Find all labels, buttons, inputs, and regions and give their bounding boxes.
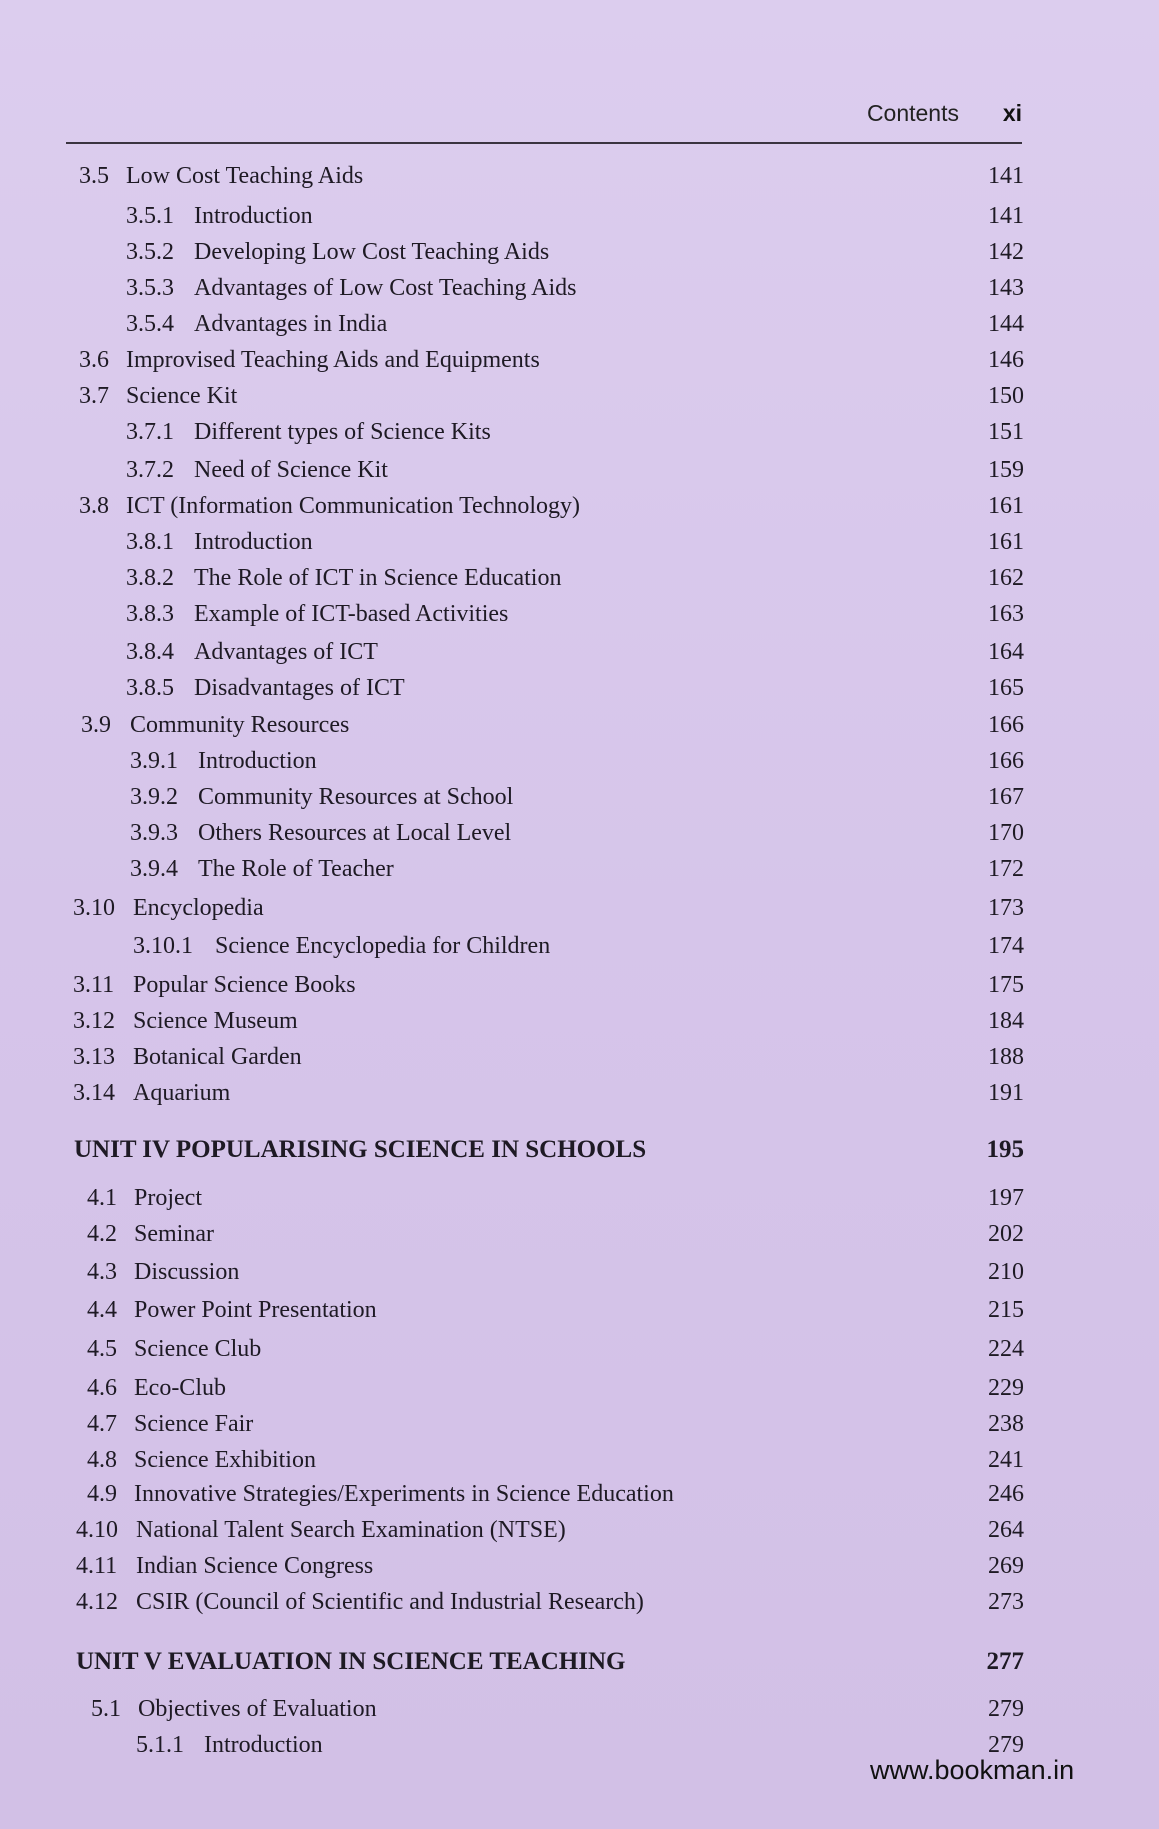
entry-number: 3.11 — [73, 972, 115, 998]
entry-title: Introduction — [198, 748, 317, 774]
toc-entry-row — [0, 780, 1159, 814]
entry-number: 3.13 — [73, 1044, 115, 1070]
entry-number: 3.8.5 — [126, 675, 174, 701]
toc-entry-row — [0, 1181, 1159, 1215]
entry-title: Need of Science Kit — [194, 457, 388, 483]
entry-title: Developing Low Cost Teaching Aids — [194, 239, 550, 265]
entry-page-number: 215 — [988, 1297, 1024, 1323]
entry-page-number: 141 — [988, 203, 1024, 229]
entry-page-number: 170 — [988, 820, 1024, 846]
entry-title: Low Cost Teaching Aids — [126, 163, 364, 189]
toc-entry-row — [0, 307, 1159, 341]
entry-number: 3.8.2 — [126, 565, 174, 591]
entry-number: 4.7 — [87, 1411, 117, 1437]
toc-entry-row — [0, 561, 1159, 595]
entry-page-number: 143 — [988, 275, 1024, 301]
toc-entry-row — [0, 744, 1159, 778]
entry-number: 5.1.1 — [136, 1732, 184, 1758]
entry-page-number: 238 — [988, 1411, 1024, 1437]
entry-page-number: 159 — [988, 457, 1024, 483]
entry-number: 3.6 — [79, 347, 109, 373]
entry-page-number: 161 — [988, 529, 1024, 555]
entry-title: Science Club — [134, 1336, 262, 1362]
entry-page-number: 269 — [988, 1553, 1024, 1579]
entry-page-number: 161 — [988, 493, 1024, 519]
entry-page-number: 174 — [988, 933, 1024, 959]
entry-number: 4.3 — [87, 1259, 117, 1285]
entry-page-number: 164 — [988, 639, 1024, 665]
entry-title: Science Exhibition — [134, 1447, 316, 1473]
entry-page-number: 246 — [988, 1481, 1024, 1507]
entry-number: 4.6 — [87, 1375, 117, 1401]
entry-page-number: 210 — [988, 1259, 1024, 1285]
toc-entry-row — [0, 1407, 1159, 1441]
toc-entry-row — [0, 525, 1159, 559]
entry-title: Eco-Club — [134, 1375, 226, 1401]
entry-page-number: 167 — [988, 784, 1024, 810]
entry-page-number: 172 — [988, 856, 1024, 882]
entry-title: Power Point Presentation — [134, 1297, 377, 1323]
entry-page-number: 142 — [988, 239, 1024, 265]
entry-title: Advantages in India — [194, 311, 388, 337]
toc-entry-row — [0, 597, 1159, 631]
entry-number: 3.5.4 — [126, 311, 174, 337]
header-page-number: xi — [1002, 100, 1022, 126]
toc-entry-row — [0, 1217, 1159, 1251]
entry-title: Objectives of Evaluation — [138, 1696, 377, 1722]
entry-page-number: 241 — [988, 1447, 1024, 1473]
entry-title: Advantages of Low Cost Teaching Aids — [194, 275, 577, 301]
entry-number: 3.5.1 — [126, 203, 174, 229]
toc-entry-row — [0, 199, 1159, 233]
entry-number: 3.14 — [73, 1080, 115, 1106]
entry-page-number: 277 — [986, 1648, 1024, 1675]
header-rule — [66, 142, 1022, 144]
toc-entry-row — [0, 816, 1159, 850]
entry-number: 4.1 — [87, 1185, 117, 1211]
entry-page-number: 144 — [988, 311, 1024, 337]
toc-entry-row — [0, 159, 1159, 193]
entry-title: Advantages of ICT — [194, 639, 378, 665]
entry-number: 4.12 — [76, 1589, 118, 1615]
entry-title: Discussion — [134, 1259, 240, 1285]
entry-page-number: 264 — [988, 1517, 1024, 1543]
toc-entry-row — [0, 1293, 1159, 1327]
toc-entry-row — [0, 1443, 1159, 1477]
toc-entry-row — [0, 343, 1159, 377]
entry-title: Indian Science Congress — [136, 1553, 374, 1579]
entry-page-number: 279 — [988, 1732, 1024, 1758]
toc-entry-row — [0, 415, 1159, 449]
entry-title: Example of ICT-based Activities — [194, 601, 509, 627]
entry-title: Community Resources — [130, 712, 350, 738]
entry-number: 4.4 — [87, 1297, 117, 1323]
entry-title: Introduction — [204, 1732, 323, 1758]
entry-number: 4.8 — [87, 1447, 117, 1473]
entry-page-number: 195 — [986, 1136, 1024, 1163]
entry-page-number: 191 — [988, 1080, 1024, 1106]
toc-entry-row — [0, 635, 1159, 669]
toc-entry-row — [0, 1255, 1159, 1289]
entry-title: Science Kit — [126, 383, 238, 409]
toc-entry-row — [0, 1004, 1159, 1038]
entry-number: 3.8.4 — [126, 639, 174, 665]
entry-number: 3.9.2 — [130, 784, 178, 810]
entry-number: 3.9.3 — [130, 820, 178, 846]
entry-number: 4.9 — [87, 1481, 117, 1507]
unit-title: UNIT V EVALUATION IN SCIENCE TEACHING — [76, 1648, 626, 1675]
entry-number: 4.11 — [76, 1553, 118, 1579]
toc-entry-row — [0, 708, 1159, 742]
toc-entry-row — [0, 1332, 1159, 1366]
entry-title: Science Museum — [133, 1008, 298, 1034]
toc-entry-row — [0, 1692, 1159, 1726]
entry-number: 3.9.4 — [130, 856, 178, 882]
entry-number: 3.9 — [81, 712, 111, 738]
entry-number: 3.7.1 — [126, 419, 174, 445]
page-header — [0, 96, 1159, 136]
toc-entry-row — [0, 1513, 1159, 1547]
entry-page-number: 173 — [988, 895, 1024, 921]
entry-title: Others Resources at Local Level — [198, 820, 512, 846]
entry-title: CSIR (Council of Scientific and Industrial Research) — [136, 1589, 644, 1615]
toc-entry-row — [0, 1371, 1159, 1405]
entry-number: 4.5 — [87, 1336, 117, 1362]
entry-page-number: 184 — [988, 1008, 1024, 1034]
entry-page-number: 229 — [988, 1375, 1024, 1401]
entry-number: 3.8.1 — [126, 529, 174, 555]
toc-entry-row — [0, 1477, 1159, 1511]
toc-entry-row — [0, 929, 1159, 963]
entry-title: Community Resources at School — [198, 784, 514, 810]
entry-title: Encyclopedia — [133, 895, 264, 921]
entry-title: Improvised Teaching Aids and Equipments — [126, 347, 540, 373]
toc-entry-row — [0, 1549, 1159, 1583]
entry-page-number: 224 — [988, 1336, 1024, 1362]
entry-title: Project — [134, 1185, 202, 1211]
entry-number: 3.8 — [79, 493, 109, 519]
entry-title: Introduction — [194, 203, 313, 229]
entry-number: 3.7 — [79, 383, 109, 409]
entry-page-number: 150 — [988, 383, 1024, 409]
entry-title: Science Fair — [134, 1411, 254, 1437]
entry-page-number: 163 — [988, 601, 1024, 627]
entry-page-number: 197 — [988, 1185, 1024, 1211]
entry-number: 3.5 — [79, 163, 109, 189]
toc-entry-row — [0, 235, 1159, 269]
entry-number: 3.8.3 — [126, 601, 174, 627]
entry-title: Disadvantages of ICT — [194, 675, 405, 701]
entry-title: ICT (Information Communication Technology) — [126, 493, 581, 519]
entry-page-number: 273 — [988, 1589, 1024, 1615]
toc-entry-row — [0, 671, 1159, 705]
entry-page-number: 279 — [988, 1696, 1024, 1722]
toc-entry-row — [0, 1040, 1159, 1074]
footer-website: www.bookman.in — [870, 1755, 1075, 1785]
entry-title: National Talent Search Examination (NTSE) — [136, 1517, 566, 1543]
entry-page-number: 188 — [988, 1044, 1024, 1070]
toc-entry-row — [0, 1076, 1159, 1110]
entry-page-number: 166 — [988, 748, 1024, 774]
toc-entry-row — [0, 489, 1159, 523]
entry-title: Introduction — [194, 529, 313, 555]
entry-number: 3.9.1 — [130, 748, 178, 774]
entry-number: 3.12 — [73, 1008, 115, 1034]
entry-number: 3.10.1 — [133, 933, 193, 959]
toc-entry-row — [0, 852, 1159, 886]
entry-number: 3.5.3 — [126, 275, 174, 301]
entry-number: 4.10 — [76, 1517, 118, 1543]
entry-page-number: 162 — [988, 565, 1024, 591]
toc-entry-row — [0, 1585, 1159, 1619]
entry-number: 3.10 — [73, 895, 115, 921]
entry-title: Seminar — [134, 1221, 214, 1247]
toc-entry-row — [0, 453, 1159, 487]
unit-title: UNIT IV POPULARISING SCIENCE IN SCHOOLS — [74, 1136, 647, 1163]
entry-number: 5.1 — [91, 1696, 121, 1722]
entry-title: Different types of Science Kits — [194, 419, 491, 445]
toc-entry-row — [0, 891, 1159, 925]
entry-page-number: 141 — [988, 163, 1024, 189]
entry-page-number: 175 — [988, 972, 1024, 998]
toc-entry-row — [0, 968, 1159, 1002]
entry-title: Botanical Garden — [133, 1044, 302, 1070]
entry-title: Aquarium — [133, 1080, 231, 1106]
entry-title: The Role of ICT in Science Education — [194, 565, 562, 591]
entry-page-number: 202 — [988, 1221, 1024, 1247]
entry-title: The Role of Teacher — [198, 856, 394, 882]
unit-heading-row — [0, 1645, 1159, 1679]
entry-page-number: 166 — [988, 712, 1024, 738]
entry-title: Innovative Strategies/Experiments in Science Education — [134, 1481, 674, 1507]
entry-number: 3.7.2 — [126, 457, 174, 483]
entry-page-number: 151 — [988, 419, 1024, 445]
toc-entry-row — [0, 379, 1159, 413]
unit-heading-row — [0, 1133, 1159, 1167]
entry-title: Popular Science Books — [133, 972, 356, 998]
entry-title: Science Encyclopedia for Children — [215, 933, 551, 959]
entry-page-number: 165 — [988, 675, 1024, 701]
entry-number: 3.5.2 — [126, 239, 174, 265]
entry-number: 4.2 — [87, 1221, 117, 1247]
entry-page-number: 146 — [988, 347, 1024, 373]
toc-entry-row — [0, 271, 1159, 305]
header-label: Contents — [866, 100, 959, 126]
